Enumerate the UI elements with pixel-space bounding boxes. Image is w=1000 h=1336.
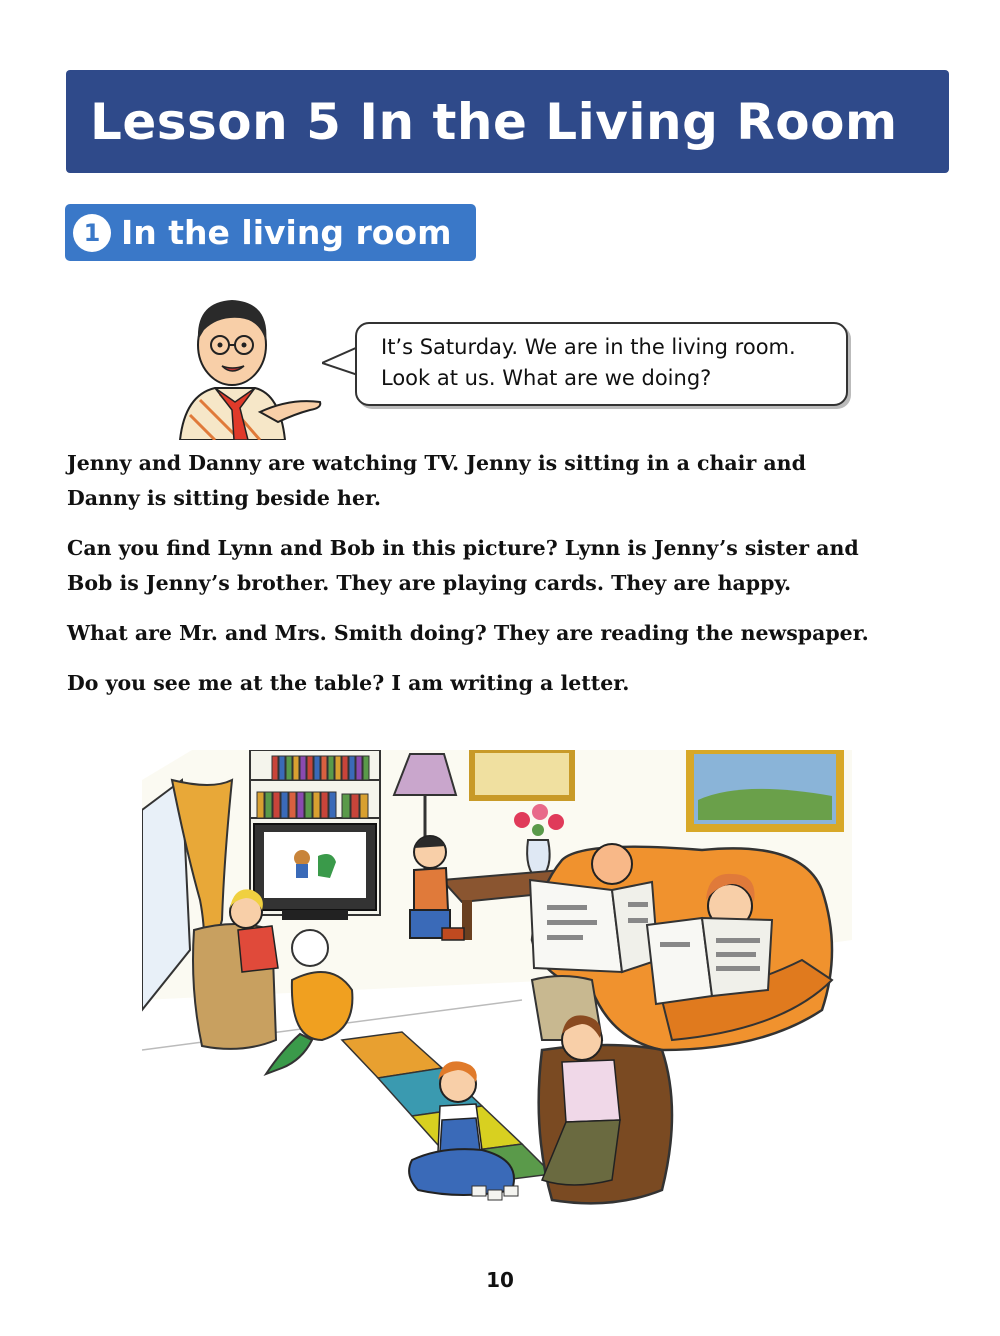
section-number-badge: 1 [73,214,111,252]
lesson-title: Lesson 5 In the Living Room [90,92,898,151]
section-header [65,204,476,261]
paragraph-2-line-1: Can you find Lynn and Bob in this picture? Lynn is Jenny’s sister and [67,536,859,560]
lesson-title-bar [66,70,949,173]
section-title: In the living room [121,213,452,252]
speech-line-1: It’s Saturday. We are in the living room. [381,335,796,359]
paragraph-2-line-2: Bob is Jenny’s brother. They are playing cards. They are happy. [67,571,792,595]
paragraph-1-line-2: Danny is sitting beside her. [67,486,382,510]
paragraph-4: Do you see me at the table? I am writing a letter. [67,671,630,695]
paragraph-3: What are Mr. and Mrs. Smith doing? They are reading the newspaper. [67,621,869,645]
speech-bubble-tail [322,345,358,379]
speech-line-2: Look at us. What are we doing? [381,366,712,390]
page-number: 10 [486,1268,514,1292]
living-room-illustration [142,750,852,1225]
paragraph-1-line-1: Jenny and Danny are watching TV. Jenny is sitting in a chair and [67,451,806,475]
narrator-boy-illustration [160,290,330,440]
speech-bubble [355,322,848,406]
